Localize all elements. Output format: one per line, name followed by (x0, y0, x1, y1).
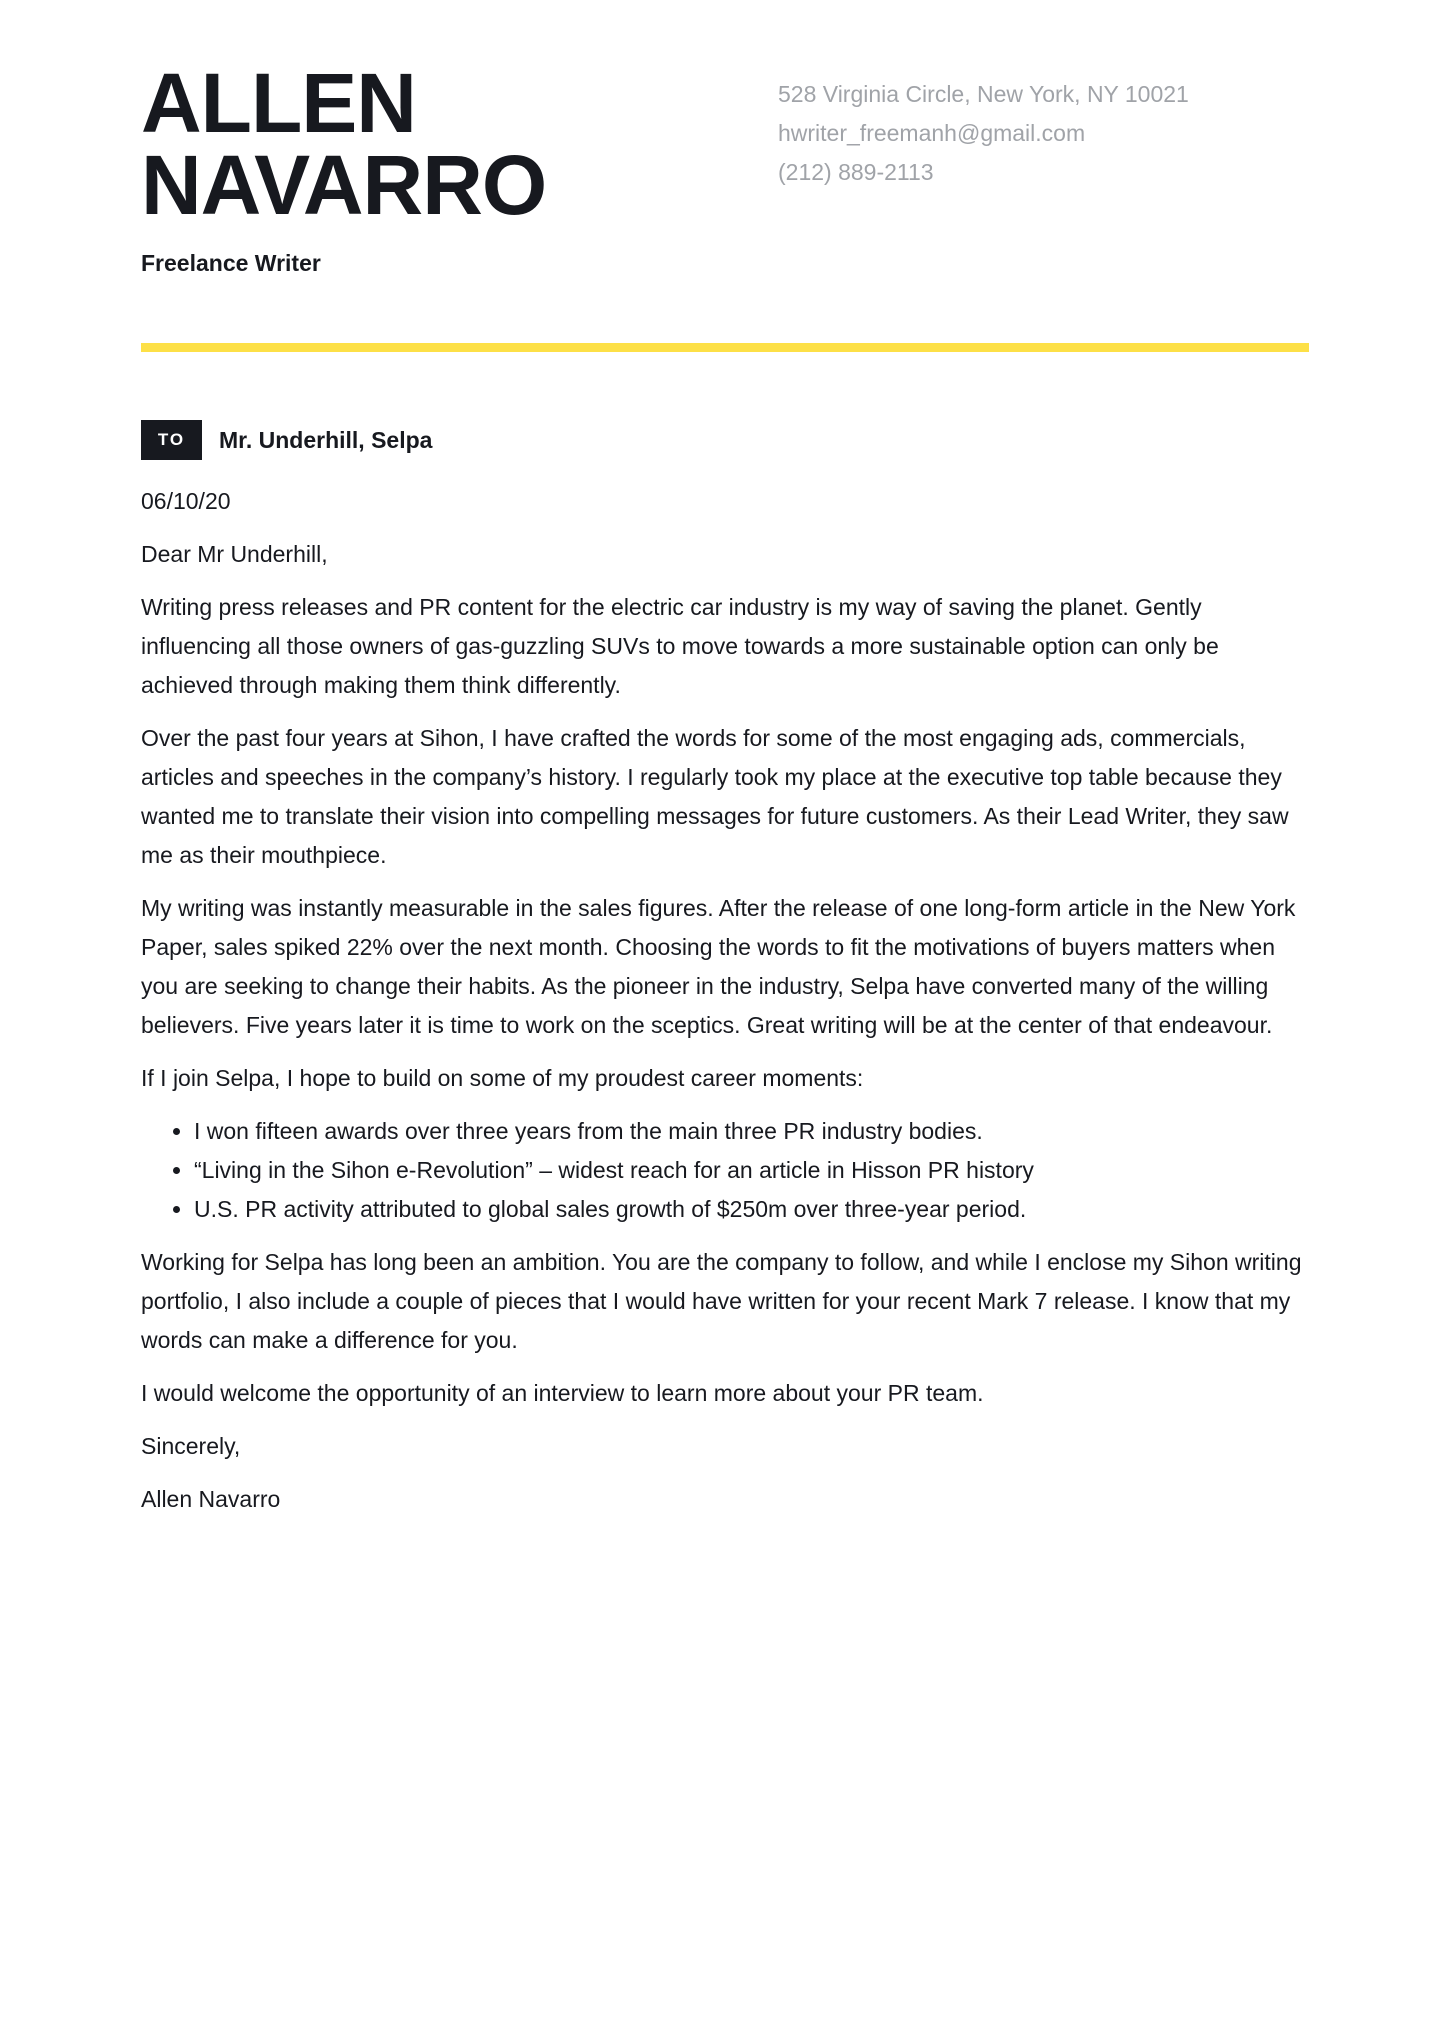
name-last: NAVARRO (141, 138, 547, 232)
contact-phone: (212) 889-2113 (778, 159, 934, 185)
letter-body (141, 482, 1309, 1533)
paragraph: I would welcome the opportunity of an interview to learn more about your PR team. (141, 1380, 984, 1406)
list-item: • “Living in the Sihon e-Revolution” – widest reach for an article in Hisson PR history (194, 1151, 1309, 1190)
contact-email: hwriter_freemanh@gmail.com (778, 120, 1086, 146)
letter-greeting: Dear Mr Underhill, (141, 541, 328, 567)
paragraph: Working for Selpa has long been an ambition. You are the company to follow, and while I enclose my Sihon writing portfolio, I also include a couple of pieces that I would have written for your recent Mark 7 release. I know that my words can make a difference for you. (141, 1249, 1302, 1353)
accent-divider (141, 343, 1309, 352)
signature: Allen Navarro (141, 1486, 281, 1512)
contact-address: 528 Virginia Circle, New York, NY 10021 (778, 81, 1189, 107)
contact-info (778, 75, 1189, 192)
closing: Sincerely, (141, 1433, 241, 1459)
list-item: • U.S. PR activity attributed to global sales growth of $250m over three-year period. (194, 1190, 1309, 1229)
recipient (141, 420, 432, 460)
paragraph: My writing was instantly measurable in the sales figures. After the release of one long-form article in the New York Paper, sales spiked 22% over the next month. Choosing the words to fit the motivations of buyers matters when you are seeking to change their habits. As the pioneer in the industry, Selpa have converted many of the willing believers. Five years later it is time to work on the sceptics. Great writing will be at the center of that endeavour. (141, 895, 1296, 1038)
recipient-name: Mr. Underhill, Selpa (219, 426, 433, 453)
name-first: ALLEN (141, 56, 416, 150)
achievements-list (141, 1112, 1309, 1229)
list-item: • I won fifteen awards over three years from the main three PR industry bodies. (194, 1112, 1309, 1151)
job-title: Freelance Writer (141, 250, 321, 276)
list-intro: If I join Selpa, I hope to build on some of my proudest career moments: (141, 1065, 864, 1091)
letter-date: 06/10/20 (141, 488, 231, 514)
to-badge: TO (141, 420, 202, 460)
paragraph: Over the past four years at Sihon, I have crafted the words for some of the most engaging ads, commercials, articles and speeches in the company’s history. I regularly took my place at the executive top table because they wanted me to translate their vision into compelling messages for future customers. As their Lead Writer, they saw me as their mouthpiece. (141, 725, 1289, 868)
paragraph: Writing press releases and PR content for the electric car industry is my way of saving the planet. Gently influencing all those owners of gas-guzzling SUVs to move towards a more sustainable option can only be achieved through making them think differently. (141, 594, 1219, 698)
